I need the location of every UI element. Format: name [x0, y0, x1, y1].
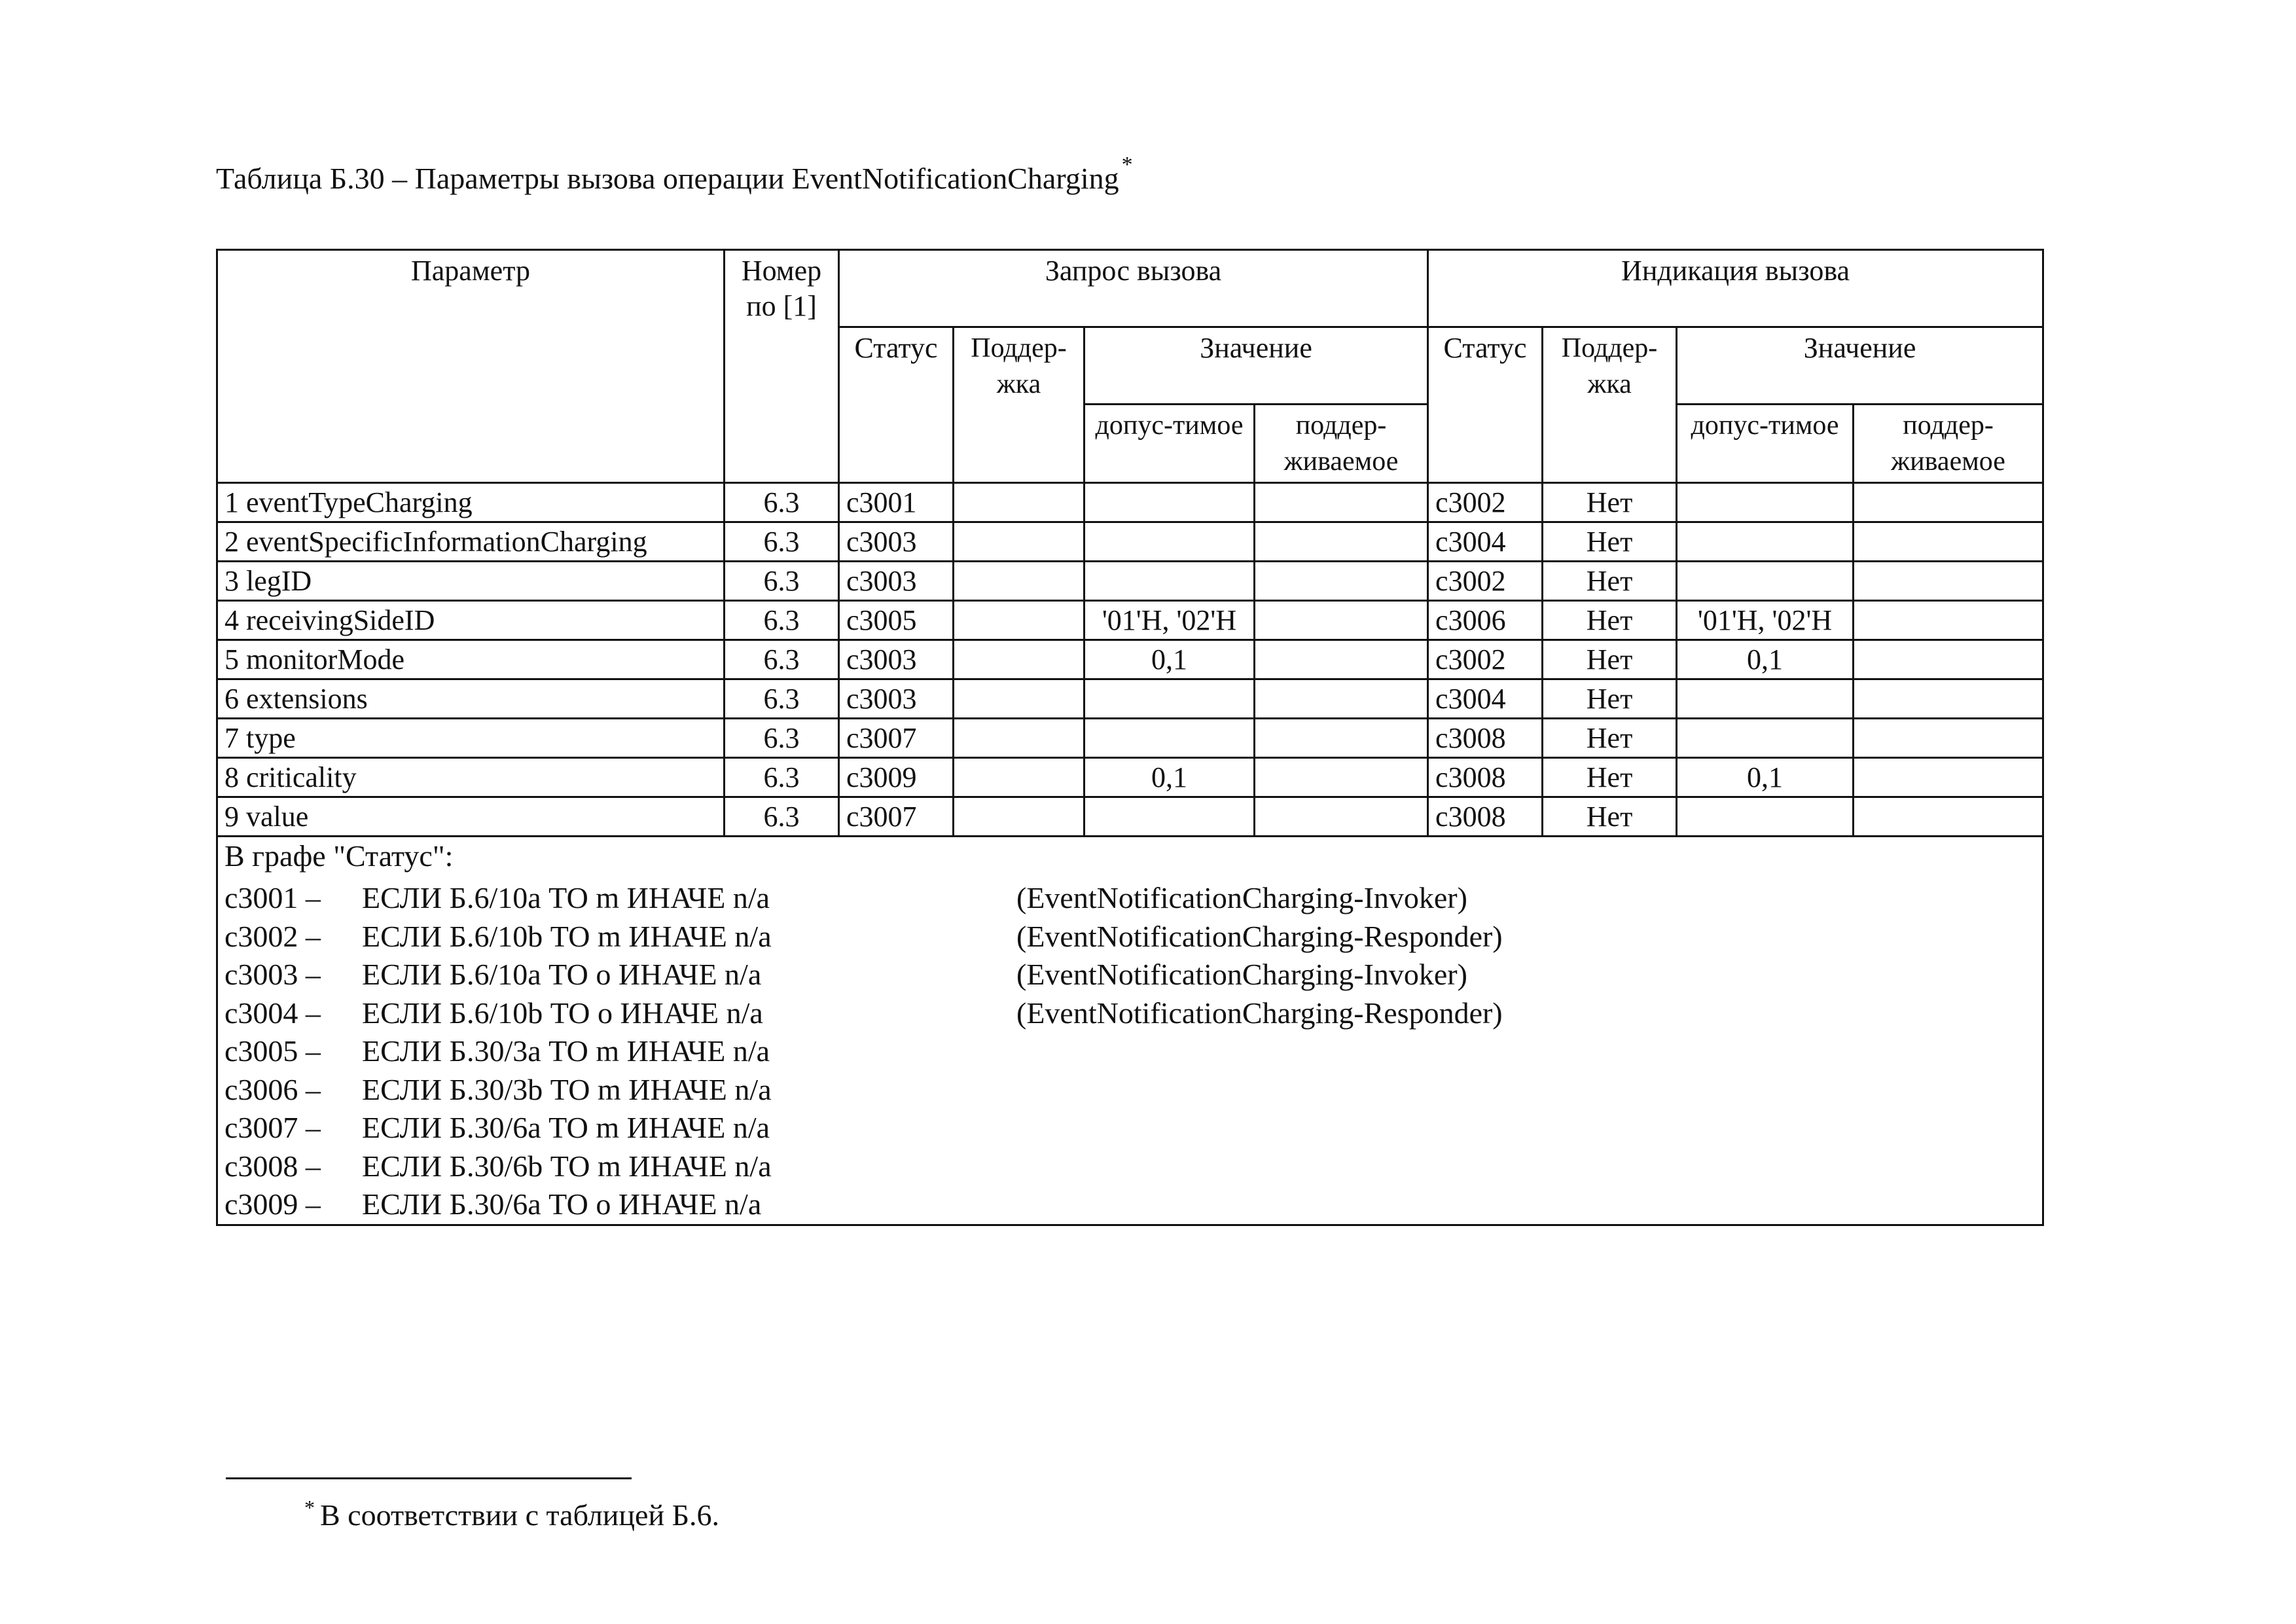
- note-code: c3002 –: [224, 919, 321, 953]
- indication-status: c3008: [1428, 758, 1543, 797]
- table-row: [217, 679, 2043, 719]
- indication-supported: [1854, 679, 2043, 719]
- request-support: [954, 483, 1085, 522]
- param-number: 6.3: [725, 719, 839, 758]
- request-support: [954, 601, 1085, 640]
- request-status: c3001: [839, 483, 954, 522]
- note-line: [224, 994, 2036, 1033]
- header-indication-status: Статус: [1428, 327, 1543, 483]
- indication-support: Нет: [1543, 679, 1677, 719]
- indication-status: c3002: [1428, 483, 1543, 522]
- note-line: [224, 879, 2036, 918]
- header-param: Параметр: [217, 250, 725, 483]
- status-notes: [217, 837, 2043, 1225]
- note-code: c3006 –: [224, 1072, 321, 1106]
- request-support: [954, 719, 1085, 758]
- indication-support: Нет: [1543, 522, 1677, 562]
- header-request-status: Статус: [839, 327, 954, 483]
- table-row: [217, 562, 2043, 601]
- request-allowed: [1085, 797, 1255, 837]
- note-code: c3001 –: [224, 881, 321, 915]
- indication-status: c3004: [1428, 679, 1543, 719]
- request-allowed: '01'H, '02'H: [1085, 601, 1255, 640]
- request-status: c3007: [839, 797, 954, 837]
- note-line: [224, 918, 2036, 956]
- param-name: 6 extensions: [217, 679, 725, 719]
- request-support: [954, 758, 1085, 797]
- notes-row: [217, 837, 2043, 1225]
- table-row: [217, 758, 2043, 797]
- param-number: 6.3: [725, 483, 839, 522]
- header-number: Номер по [1]: [725, 250, 839, 483]
- notes-heading: В графе "Статус":: [224, 839, 454, 873]
- request-support: [954, 797, 1085, 837]
- note-code: c3009 –: [224, 1187, 321, 1221]
- request-support: [954, 640, 1085, 679]
- header-indication-allowed: допус-тимое: [1677, 405, 1854, 483]
- indication-allowed: 0,1: [1677, 640, 1854, 679]
- request-allowed: [1085, 522, 1255, 562]
- footnote-marker: *: [304, 1496, 315, 1519]
- header-indication-support: Поддер-жка: [1543, 327, 1677, 483]
- indication-allowed: [1677, 679, 1854, 719]
- header-indication-value: Значение: [1677, 327, 2043, 405]
- request-status: c3003: [839, 522, 954, 562]
- note-role: (EventNotificationCharging-Responder): [1016, 996, 1503, 1030]
- note-line: [224, 1147, 2036, 1186]
- header-request-supported: поддер-живаемое: [1255, 405, 1428, 483]
- indication-status: c3002: [1428, 640, 1543, 679]
- request-status: c3003: [839, 679, 954, 719]
- footnote-text: В соответствии с таблицей Б.6.: [320, 1498, 719, 1532]
- request-support: [954, 562, 1085, 601]
- table-title-text: Таблица Б.30 – Параметры вызова операции EventNotificationCharging: [216, 162, 1119, 195]
- indication-status: c3002: [1428, 562, 1543, 601]
- note-role: (EventNotificationCharging-Invoker): [1016, 881, 1467, 915]
- param-number: 6.3: [725, 797, 839, 837]
- indication-support: Нет: [1543, 758, 1677, 797]
- request-status: c3009: [839, 758, 954, 797]
- indication-status: c3008: [1428, 719, 1543, 758]
- request-status: c3007: [839, 719, 954, 758]
- indication-allowed: [1677, 562, 1854, 601]
- param-number: 6.3: [725, 679, 839, 719]
- note-condition: ЕСЛИ Б.6/10a ТО o ИНАЧЕ n/a: [362, 958, 762, 992]
- footnote: [304, 1498, 719, 1532]
- note-condition: ЕСЛИ Б.30/3b ТО m ИНАЧЕ n/a: [362, 1072, 772, 1106]
- request-supported: [1255, 562, 1428, 601]
- note-code: c3007 –: [224, 1111, 321, 1145]
- indication-supported: [1854, 562, 2043, 601]
- note-condition: ЕСЛИ Б.6/10a ТО m ИНАЧЕ n/a: [362, 881, 770, 915]
- indication-support: Нет: [1543, 719, 1677, 758]
- request-allowed: [1085, 562, 1255, 601]
- param-name: 9 value: [217, 797, 725, 837]
- indication-supported: [1854, 758, 2043, 797]
- request-status: c3003: [839, 640, 954, 679]
- indication-allowed: 0,1: [1677, 758, 1854, 797]
- indication-allowed: [1677, 483, 1854, 522]
- note-role: (EventNotificationCharging-Invoker): [1016, 958, 1467, 992]
- table-row: [217, 522, 2043, 562]
- indication-allowed: [1677, 797, 1854, 837]
- param-number: 6.3: [725, 601, 839, 640]
- param-number: 6.3: [725, 758, 839, 797]
- note-code: c3008 –: [224, 1149, 321, 1183]
- note-code: c3004 –: [224, 996, 321, 1030]
- request-supported: [1255, 758, 1428, 797]
- indication-status: c3008: [1428, 797, 1543, 837]
- note-code: c3003 –: [224, 958, 321, 992]
- request-supported: [1255, 679, 1428, 719]
- param-number: 6.3: [725, 562, 839, 601]
- note-condition: ЕСЛИ Б.30/3a ТО m ИНАЧЕ n/a: [362, 1034, 770, 1068]
- header-indication: Индикация вызова: [1428, 250, 2043, 327]
- indication-supported: [1854, 640, 2043, 679]
- request-status: c3005: [839, 601, 954, 640]
- note-condition: ЕСЛИ Б.30/6b ТО m ИНАЧЕ n/a: [362, 1149, 772, 1183]
- note-line: [224, 1071, 2036, 1110]
- indication-support: Нет: [1543, 562, 1677, 601]
- param-name: 4 receivingSideID: [217, 601, 725, 640]
- header-request: Запрос вызова: [839, 250, 1428, 327]
- request-allowed: 0,1: [1085, 640, 1255, 679]
- note-condition: ЕСЛИ Б.30/6a ТО m ИНАЧЕ n/a: [362, 1111, 770, 1145]
- param-name: 8 criticality: [217, 758, 725, 797]
- param-name: 2 eventSpecificInformationCharging: [217, 522, 725, 562]
- request-status: c3003: [839, 562, 954, 601]
- note-condition: ЕСЛИ Б.6/10b ТО m ИНАЧЕ n/a: [362, 919, 772, 953]
- indication-supported: [1854, 522, 2043, 562]
- note-role: (EventNotificationCharging-Responder): [1016, 919, 1503, 953]
- parameters-table: [216, 249, 2044, 1226]
- table-row: [217, 483, 2043, 522]
- indication-supported: [1854, 601, 2043, 640]
- request-support: [954, 679, 1085, 719]
- indication-supported: [1854, 719, 2043, 758]
- indication-support: Нет: [1543, 640, 1677, 679]
- param-name: 7 type: [217, 719, 725, 758]
- request-allowed: 0,1: [1085, 758, 1255, 797]
- title-footnote-marker: *: [1121, 153, 1133, 177]
- header-request-support: Поддер-жка: [954, 327, 1085, 483]
- note-condition: ЕСЛИ Б.6/10b ТО o ИНАЧЕ n/a: [362, 996, 763, 1030]
- note-line: [224, 1032, 2036, 1071]
- header-request-value: Значение: [1085, 327, 1428, 405]
- note-line: [224, 1185, 2036, 1224]
- indication-support: Нет: [1543, 483, 1677, 522]
- request-supported: [1255, 719, 1428, 758]
- param-name: 3 legID: [217, 562, 725, 601]
- footnote-separator: [226, 1477, 632, 1479]
- table-row: [217, 601, 2043, 640]
- request-supported: [1255, 601, 1428, 640]
- note-condition: ЕСЛИ Б.30/6a ТО o ИНАЧЕ n/a: [362, 1187, 762, 1221]
- indication-support: Нет: [1543, 797, 1677, 837]
- param-name: 1 eventTypeCharging: [217, 483, 725, 522]
- indication-allowed: '01'H, '02'H: [1677, 601, 1854, 640]
- indication-supported: [1854, 483, 2043, 522]
- table-title: [216, 153, 1133, 195]
- param-name: 5 monitorMode: [217, 640, 725, 679]
- indication-allowed: [1677, 522, 1854, 562]
- indication-status: c3006: [1428, 601, 1543, 640]
- header-request-allowed: допус-тимое: [1085, 405, 1255, 483]
- note-line: [224, 956, 2036, 994]
- table-row: [217, 719, 2043, 758]
- request-supported: [1255, 797, 1428, 837]
- request-allowed: [1085, 483, 1255, 522]
- request-allowed: [1085, 719, 1255, 758]
- indication-support: Нет: [1543, 601, 1677, 640]
- request-supported: [1255, 522, 1428, 562]
- param-number: 6.3: [725, 640, 839, 679]
- request-supported: [1255, 640, 1428, 679]
- indication-status: c3004: [1428, 522, 1543, 562]
- request-support: [954, 522, 1085, 562]
- table-row: [217, 640, 2043, 679]
- request-allowed: [1085, 679, 1255, 719]
- indication-allowed: [1677, 719, 1854, 758]
- note-code: c3005 –: [224, 1034, 321, 1068]
- note-line: [224, 1109, 2036, 1147]
- table-row: [217, 797, 2043, 837]
- param-number: 6.3: [725, 522, 839, 562]
- indication-supported: [1854, 797, 2043, 837]
- request-supported: [1255, 483, 1428, 522]
- header-indication-supported: поддер-живаемое: [1854, 405, 2043, 483]
